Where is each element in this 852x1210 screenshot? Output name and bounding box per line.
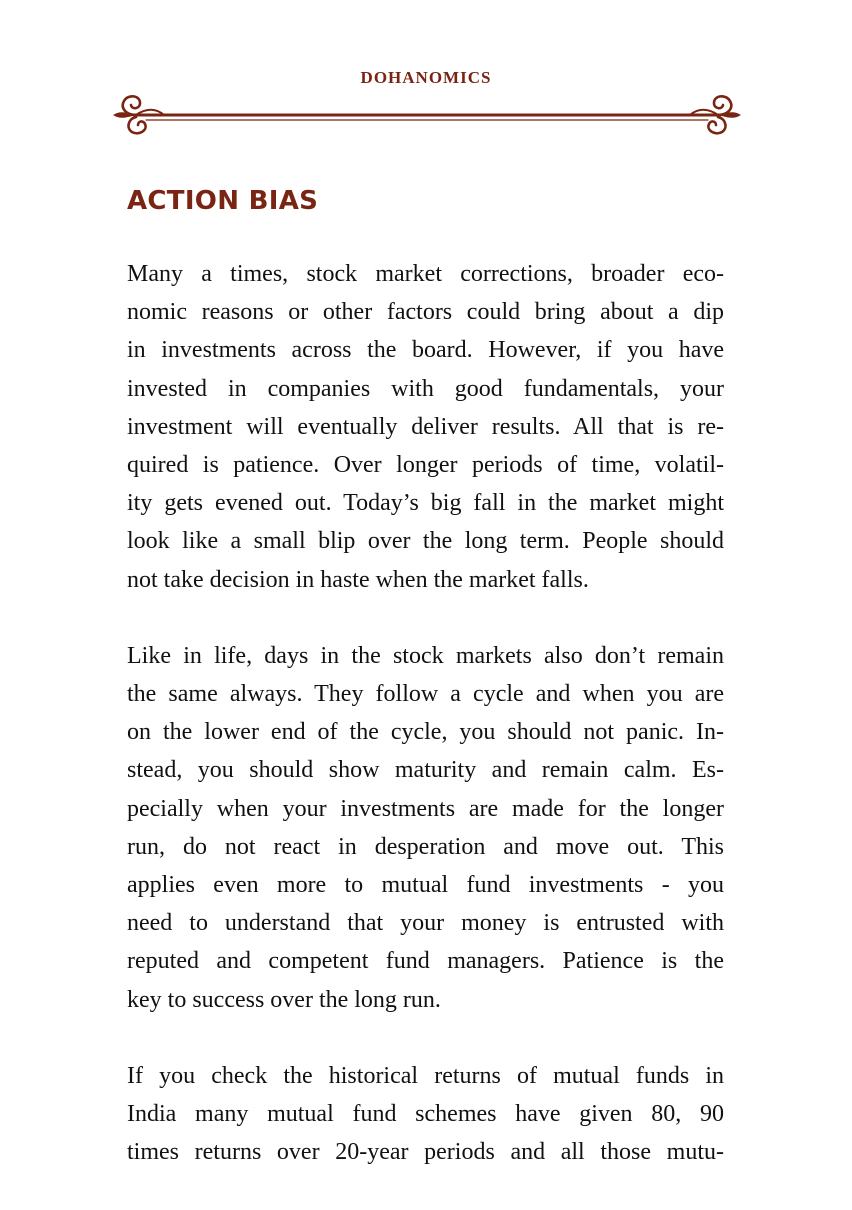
- paragraph: [127, 255, 724, 599]
- text-line: quired is patience. Over longer periods of time, volatil-: [127, 451, 724, 478]
- scroll-divider-ornament: [106, 86, 748, 140]
- chapter-title: ACTION BIAS: [127, 186, 319, 216]
- text-line: investment will eventually deliver results. All that is re-: [127, 413, 724, 440]
- text-line: need to understand that your money is entrusted with: [127, 910, 724, 937]
- text-line: nomic reasons or other factors could bring about a dip: [127, 299, 724, 326]
- text-line: Many a times, stock market corrections, broader eco-: [127, 261, 724, 287]
- text-line: on the lower end of the cycle, you should not panic. In-: [127, 719, 724, 746]
- text-line: the same always. They follow a cycle and when you are: [127, 681, 724, 708]
- text-line: in investments across the board. However, if you have: [127, 337, 724, 364]
- paragraph: [127, 637, 724, 1019]
- text-line: not take decision in haste when the market falls.: [127, 566, 589, 593]
- text-line: pecially when your investments are made for the longer: [127, 795, 724, 822]
- text-line: invested in companies with good fundamentals, your: [127, 375, 724, 402]
- text-line: India many mutual fund schemes have given 80, 90: [127, 1101, 724, 1128]
- running-header: DOHANOMICS: [360, 68, 492, 87]
- text-line: ity gets evened out. Today’s big fall in the market might: [127, 490, 724, 517]
- text-line: reputed and competent fund managers. Patience is the: [127, 948, 724, 975]
- text-line: applies even more to mutual fund investments - you: [127, 872, 724, 898]
- text-line: look like a small blip over the long term. People should: [127, 528, 724, 555]
- text-line: key to success over the long run.: [127, 986, 441, 1013]
- body-text: [127, 255, 724, 1210]
- text-line: stead, you should show maturity and remain calm. Es-: [127, 757, 724, 784]
- text-line: times returns over 20-year periods and all those mutu-: [127, 1139, 724, 1166]
- text-line: Like in life, days in the stock markets also don’t remain: [127, 642, 724, 669]
- text-line: If you check the historical returns of mutual funds in: [127, 1062, 724, 1089]
- text-line: run, do not react in desperation and move out. This: [127, 833, 724, 860]
- paragraph: [127, 1057, 724, 1172]
